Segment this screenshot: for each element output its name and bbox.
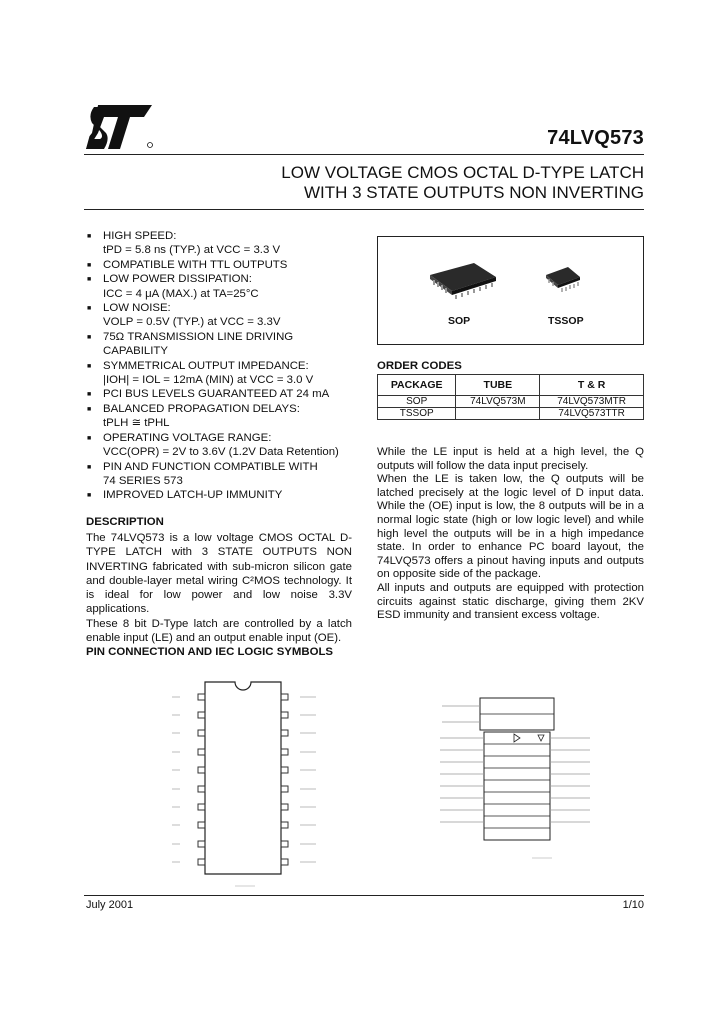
footer-rule — [84, 895, 644, 896]
feature-item: ■ PIN AND FUNCTION COMPATIBLE WITH 74 SERIES 573 — [87, 460, 318, 487]
package-image-box — [377, 236, 644, 345]
table-header-row — [378, 375, 644, 396]
sop-label: SOP — [448, 315, 471, 327]
column-header: TUBE — [456, 375, 540, 396]
title-line-1: LOW VOLTAGE CMOS OCTAL D-TYPE LATCH — [281, 163, 644, 182]
description-body — [86, 531, 352, 645]
description-heading: DESCRIPTION — [86, 516, 164, 528]
package-illustration — [378, 237, 643, 344]
st-logo — [84, 103, 154, 151]
description-paragraph: The 74LVQ573 is a low voltage CMOS OCTAL D-TYPE LATCH with 3 STATE OUTPUTS NON INVERTING fabricated with sub-micron silicon gate and double-layer metal wiring C²MOS technology. It is ideal for low power and low noise 3.3V applications. — [86, 532, 352, 616]
description-paragraph: These 8 bit D-Type latch are controlled by a latch enable input (LE) and an output enable input (OE). — [86, 617, 352, 645]
tssop-label: TSSOP — [548, 315, 584, 327]
sop-package — [430, 263, 496, 299]
feature-item: ■ BALANCED PROPAGATION DELAYS: tPLH ≅ tPHL — [87, 402, 300, 430]
body-paragraph: When the LE is taken low, the Q outputs will be latched precisely at the logic level of D input data. While the (OE) input is low, the 8 outputs will be in a normal logic state (high or low logic level) and while high level the outputs will be in a high impedance state. In order to enhance PC board layout, the 74LVQ573 offers a pinout having inputs and outputs on opposite side of the package. — [377, 473, 644, 581]
feature-list — [86, 229, 362, 503]
table-cell: 74LVQ573M — [456, 396, 540, 408]
feature-item: ■ HIGH SPEED: tPD = 5.8 ns (TYP.) at VCC = 3.3 V — [87, 230, 281, 257]
table-cell: 74LVQ573MTR — [540, 396, 644, 408]
body-paragraph: While the LE input is held at a high level, the Q outputs will follow the data input precisely. — [377, 446, 644, 472]
tssop-package — [546, 267, 580, 292]
pin-connection-heading: PIN CONNECTION AND IEC LOGIC SYMBOLS — [86, 646, 334, 658]
feature-item: ■ SYMMETRICAL OUTPUT IMPEDANCE: |IOH| = IOL = 12mA (MIN) at VCC = 3.0 V — [87, 359, 314, 387]
feature-item: ■ LOW NOISE: VOLP = 0.5V (TYP.) at VCC = 3.3V — [87, 302, 281, 329]
feature-item: ■ LOW POWER DISSIPATION: ICC = 4 μA (MAX.) at TA=25°C — [87, 273, 259, 300]
table-cell: SOP — [378, 396, 456, 408]
footer-page-number: 1/10 — [622, 899, 644, 911]
order-codes-table — [377, 374, 644, 420]
order-codes-heading: ORDER CODES — [377, 360, 462, 372]
header-rule-bottom — [84, 209, 644, 210]
part-number: 74LVQ573 — [547, 127, 644, 149]
table-cell: 74LVQ573TTR — [540, 408, 644, 420]
header-rule-top — [84, 154, 644, 155]
table-cell — [456, 408, 540, 420]
column-header: PACKAGE — [378, 375, 456, 396]
feature-item: ■ OPERATING VOLTAGE RANGE: VCC(OPR) = 2V to 3.6V (1.2V Data Retention) — [87, 431, 339, 459]
title-line-2: WITH 3 STATE OUTPUTS NON INVERTING — [303, 183, 644, 202]
feature-item: ■ PCI BUS LEVELS GUARANTEED AT 24 mA — [87, 388, 330, 401]
feature-item: ■ 75Ω TRANSMISSION LINE DRIVING CAPABILITY — [87, 330, 294, 358]
column-header: T & R — [540, 375, 644, 396]
table-row — [378, 396, 644, 408]
pin-connection-diagram — [160, 674, 330, 894]
feature-item: ■ IMPROVED LATCH-UP IMMUNITY — [87, 489, 283, 502]
iec-logic-symbol — [432, 694, 612, 864]
feature-item: ■ COMPATIBLE WITH TTL OUTPUTS — [87, 258, 288, 271]
table-row — [378, 408, 644, 420]
footer-date: July 2001 — [86, 899, 134, 911]
functional-description — [377, 446, 644, 623]
body-paragraph: All inputs and outputs are equipped with protection circuits against static discharge, giving them 2KV ESD immunity and transient excess voltage. — [377, 581, 644, 622]
table-cell: TSSOP — [378, 408, 456, 420]
